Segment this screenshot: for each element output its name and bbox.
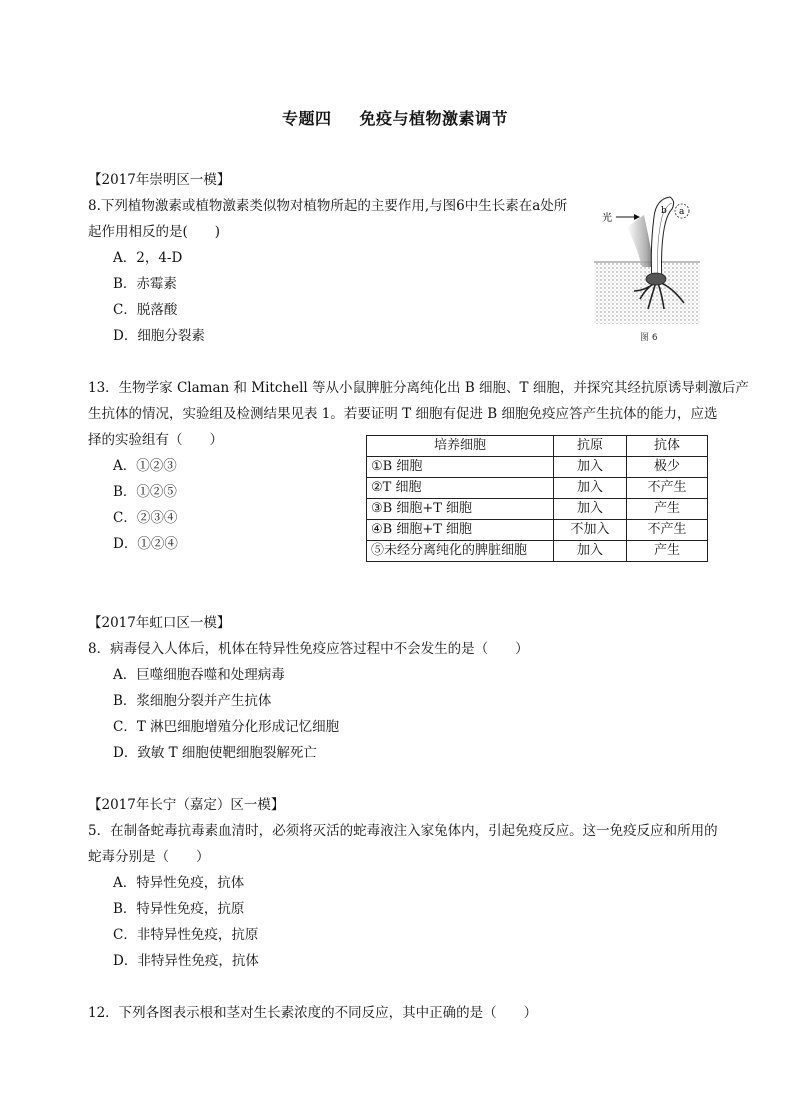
option-b: B．赤霉素 [113, 276, 177, 292]
table-cell: ⑤未经分离纯化的脾脏细胞 [367, 541, 554, 562]
option-c: C．脱落酸 [113, 302, 178, 318]
question-text: 生抗体的情况，实验组及检测结果见表 1。若要证明 T 细胞有促进 B 细胞免疫应答产生抗体的能力，应选 [88, 406, 718, 422]
table-cell: 产生 [627, 541, 708, 562]
table-cell: 加入 [554, 457, 627, 478]
option-c: C．T 淋巴细胞增殖分化形成记忆细胞 [113, 719, 340, 735]
table-cell: ④B 细胞+T 细胞 [367, 520, 554, 541]
option-c: C．非特异性免疫，抗原 [113, 927, 259, 943]
option-b: B．浆细胞分裂并产生抗体 [113, 693, 272, 709]
option-a: A．2，4-D [113, 250, 183, 266]
table-cell: ③B 细胞+T 细胞 [367, 499, 554, 520]
seedling-illustration [592, 187, 702, 347]
option-d: D．非特异性免疫，抗体 [113, 953, 259, 969]
page-title [0, 106, 790, 129]
table-row [367, 499, 708, 520]
label-a: a [679, 207, 685, 217]
section-heading: 【2017年虹口区一模】 [88, 615, 231, 631]
table-cell: 加入 [554, 499, 627, 520]
soil [594, 262, 700, 324]
option-d: D．致敏 T 细胞使靶细胞裂解死亡 [113, 745, 317, 761]
title-part-1: 专题四 [281, 109, 332, 128]
table-cell: 不产生 [627, 520, 708, 541]
question-text: 择的实验组有（ ） [88, 432, 223, 448]
option-a: A．①②③ [113, 458, 177, 474]
table-cell: ①B 细胞 [367, 457, 554, 478]
table-row [367, 457, 708, 478]
question-text: 8.下列植物激素或植物激素类似物对植物所起的主要作用,与图6中生长素在a处所 [88, 198, 568, 214]
label-b: b [661, 206, 667, 216]
table-header: 抗原 [554, 436, 627, 457]
table-header: 抗体 [627, 436, 708, 457]
question-text: 13．生物学家 Claman 和 Mitchell 等从小鼠脾脏分离纯化出 B 细胞、T 细胞，并探究其经抗原诱导刺激后产 [88, 380, 749, 396]
title-part-2: 免疫与植物激素调节 [359, 109, 509, 128]
question-text: 蛇毒分别是（ ） [88, 849, 210, 865]
section-heading: 【2017年崇明区一模】 [88, 172, 231, 188]
table-header: 培养细胞 [367, 436, 554, 457]
table-row [367, 541, 708, 562]
option-d: D．①②④ [113, 536, 178, 552]
table-cell: 加入 [554, 478, 627, 499]
table-cell: 加入 [554, 541, 627, 562]
table-row [367, 520, 708, 541]
table-cell: 不产生 [627, 478, 708, 499]
experiment-table [366, 435, 708, 562]
table-cell: ②T 细胞 [367, 478, 554, 499]
question-text: 起作用相反的是( ) [88, 224, 221, 240]
question-text: 12．下列各图表示根和茎对生长素浓度的不同反应，其中正确的是（ ） [88, 1005, 538, 1021]
light-label: 光 [602, 213, 612, 224]
option-a: A．特异性免疫，抗体 [113, 875, 245, 891]
table-cell: 不加入 [554, 520, 627, 541]
option-b: B．①②⑤ [113, 484, 177, 500]
table-row [367, 478, 708, 499]
section-heading: 【2017年长宁（嘉定）区一模】 [88, 797, 285, 813]
plant-phototropism-figure [592, 187, 702, 347]
question-text: 8．病毒侵入人体后，机体在特异性免疫应答过程中不会发生的是（ ） [88, 641, 529, 657]
figure-caption: 图 6 [640, 333, 658, 343]
table-header-row [367, 436, 708, 457]
table-cell: 极少 [627, 457, 708, 478]
option-c: C．②③④ [113, 510, 178, 526]
table-cell: 产生 [627, 499, 708, 520]
option-d: D．细胞分裂素 [113, 328, 205, 344]
question-text: 5．在制备蛇毒抗毒素血清时，必须将灭活的蛇毒液注入家兔体内，引起免疫反应。这一免疫反应和所用的 [88, 823, 718, 839]
option-a: A．巨噬细胞吞噬和处理病毒 [113, 667, 285, 683]
option-b: B．特异性免疫，抗原 [113, 901, 245, 917]
